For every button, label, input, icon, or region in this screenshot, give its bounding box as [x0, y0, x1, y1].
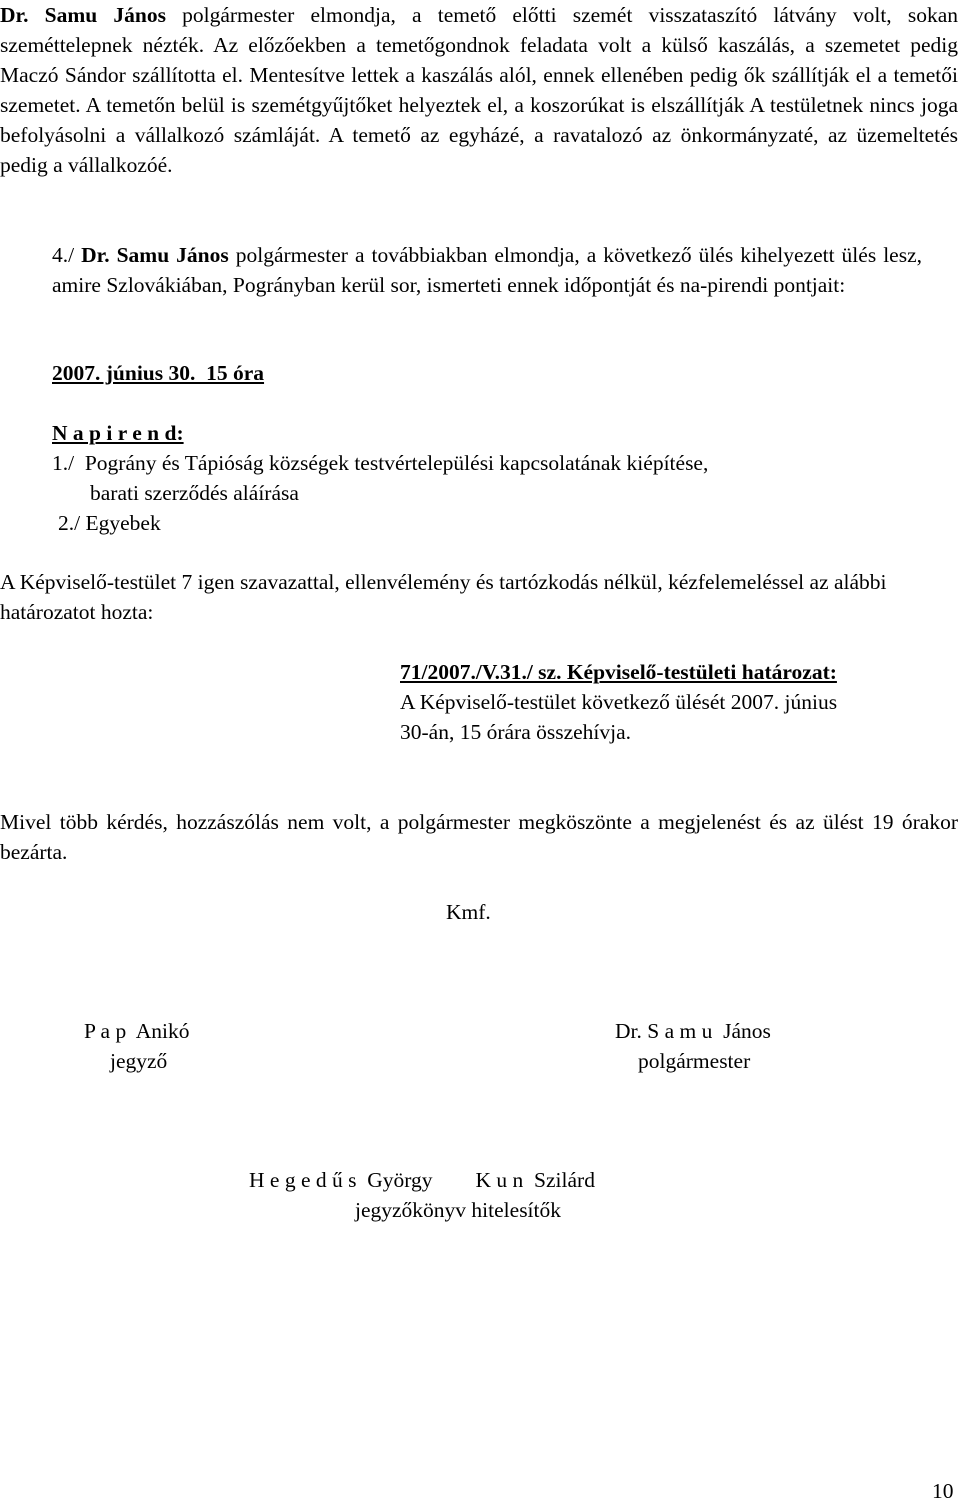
closing-paragraph: Mivel több kérdés, hozzászólás nem volt, a polgármester megköszönte a megjelenést és az ülést 19 órakor bezárta. — [0, 810, 958, 864]
meeting-time: 2007. június 30. 15 óra — [52, 361, 265, 385]
resolution-line-1: A Képviselő-testület következő ülését 2007. június — [400, 690, 838, 714]
agenda-intro-text: polgármester a továbbiakban elmondja, a következő ülés kihelyezett ülés lesz, amire Szlovákiában, Pogrányban kerül sor, ismerteti ennek időpontját és na-pirendi pontjait: — [52, 243, 922, 297]
signature-names-authenticators: H e g e d ű s György K u n Szilárd — [249, 1168, 595, 1192]
signature-name-notary: P a p Anikó — [84, 1019, 190, 1043]
agenda-heading: N a p i r e n d: — [52, 421, 184, 445]
intro-paragraph — [0, 0, 958, 180]
signature-role-mayor: polgármester — [638, 1049, 751, 1073]
vote-paragraph: A Képviselő-testület 7 igen szavazattal, ellenvélemény és tartózkodás nélkül, kézfelemeléssel az alábbi határozatot hozta: — [0, 570, 887, 624]
speaker-name-2: Dr. Samu János — [81, 243, 229, 267]
page-number: 10 — [932, 1479, 954, 1503]
speaker-name: Dr. Samu János — [0, 3, 166, 27]
intro-text: polgármester elmondja, a temető előtti szemét visszataszító látvány volt, sokan szeméttelepnek nézték. Az előzőekben a temetőgondnok feladata volt a külső kaszálás, a szemetet pedig Maczó Sándor szállította el. Mentesítve lettek a kaszálás alól, ennek ellenében pedig ők szállítják el a temetői szemetet. A temetőn belül is szemétgyűjtőket helyeztek el, a koszorúkat is elszállítják A testületnek nincs joga befolyásolni a vállalkozó számláját. A temető az egyházé, a ravatalozó az önkormányzaté, az üzemeltetés pedig a vállalkozóé. — [0, 3, 958, 177]
resolution-line-2: 30-án, 15 órára összehívja. — [400, 720, 632, 744]
kmf-label: Kmf. — [446, 900, 491, 924]
agenda-item-1-line-1: 1./ Pográny és Tápióság községek testvértelepülési kapcsolatának kiépítése, — [52, 451, 709, 475]
signature-name-mayor: Dr. S a m u János — [615, 1019, 771, 1043]
agenda-item-2: 2./ Egyebek — [58, 511, 161, 535]
signature-role-authenticators: jegyzőkönyv hitelesítők — [355, 1198, 562, 1222]
signature-role-notary: jegyző — [110, 1049, 168, 1073]
agenda-item-1-line-2: barati szerződés aláírása — [90, 481, 299, 505]
point-number: 4./ — [52, 243, 82, 267]
resolution-title: 71/2007./V.31./ sz. Képviselő-testületi határozat: — [400, 660, 837, 684]
agenda-intro-paragraph — [52, 240, 922, 300]
